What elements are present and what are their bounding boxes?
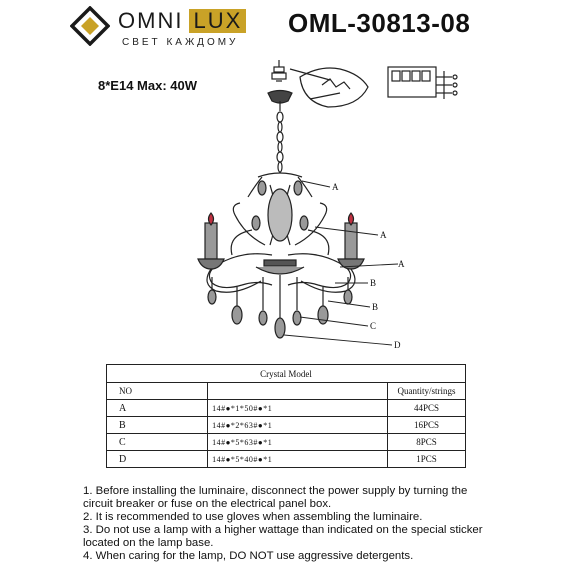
lamp-spec: 8*E14 Max: 40W [98,78,197,93]
header-qty: Quantity/strings [387,383,465,400]
header-code [208,383,388,400]
safety-notes [83,485,493,562]
note-item: 1. Before installing the luminaire, disconnect the power supply by turning the circuit breaker or fuse on the electrical panel box. [83,485,468,510]
brand-name-omni: OMNI [118,8,184,33]
callout-label: B [372,302,379,312]
brand-logo [70,4,270,48]
row-no: A [107,400,208,417]
logo-diamond-icon [70,6,110,46]
row-code: 14#●*1*50#●*1 [208,400,388,417]
row-no: C [107,434,208,451]
callout-label: A [380,230,387,240]
header-no: NO [107,383,208,400]
table-row [107,417,466,434]
crystal-table [106,364,466,468]
callout-label: B [370,278,377,288]
row-code: 14#●*2*63#●*1 [208,417,388,434]
table-row [107,434,466,451]
row-no: D [107,451,208,468]
callout-label: D [394,340,401,350]
chain [277,112,283,172]
row-code: 14#●*5*63#●*1 [208,434,388,451]
row-no: B [107,417,208,434]
table-header-row [107,383,466,400]
brand-tagline: СВЕТ КАЖДОМУ [122,37,239,48]
row-qty: 8PCS [387,434,465,451]
table-row [107,451,466,468]
note-item: 2. It is recommended to use gloves when assembling the luminaire. [83,510,423,523]
row-code: 14#●*5*40#●*1 [208,451,388,468]
row-qty: 1PCS [387,451,465,468]
callout-label: A [332,182,339,192]
callout-label: A [398,259,405,269]
note-item: 4. When caring for the lamp, DO NOT use aggressive detergents. [83,549,414,562]
model-number: OML-30813-08 [288,8,471,38]
table-title: Crystal Model [107,365,466,383]
callout-label: C [370,321,377,331]
table-row [107,400,466,417]
table-title-row [107,365,466,383]
chandelier-drawing [0,55,570,365]
brand-name-lux: LUX [189,9,246,33]
row-qty: 16PCS [387,417,465,434]
note-item: 3. Do not use a lamp with a higher wattage than indicated on the special sticker located on the lamp base. [83,523,483,549]
brand-name [118,8,246,34]
wiring-block-icon [388,67,457,99]
candle-left [198,213,224,269]
candle-right [338,213,364,269]
row-qty: 44PCS [387,400,465,417]
